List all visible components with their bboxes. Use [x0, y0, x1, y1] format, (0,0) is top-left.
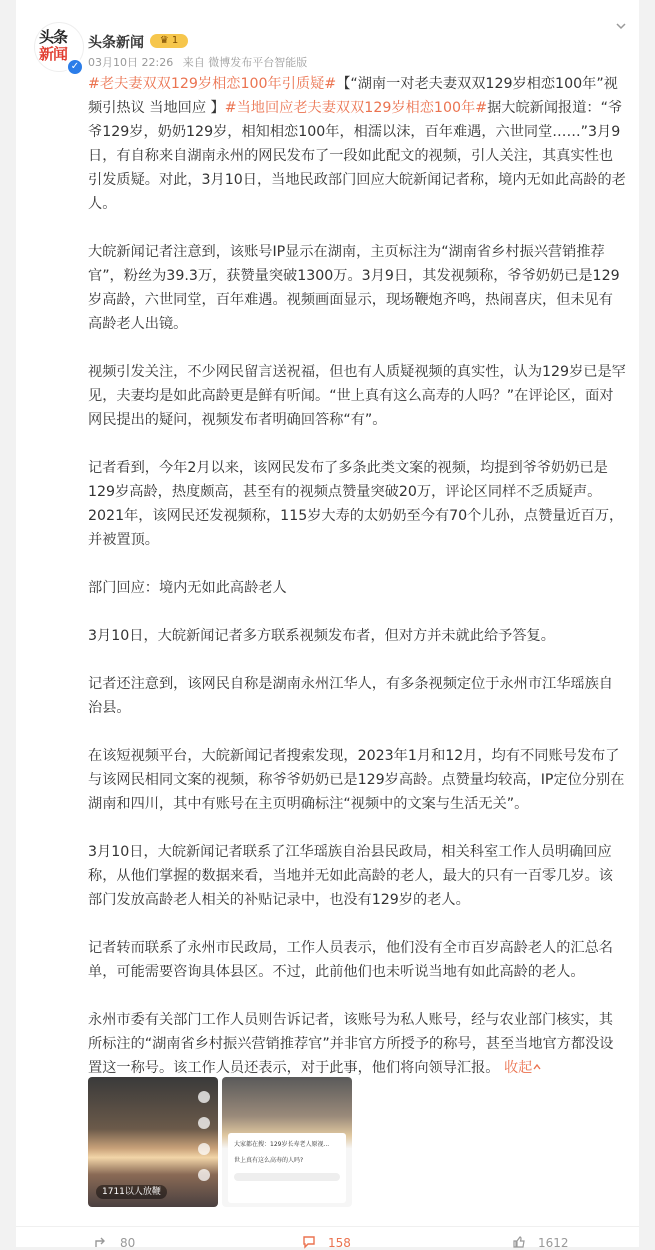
divider — [88, 720, 626, 744]
paragraph — [88, 1008, 626, 1080]
paragraph: 3月10日，大皖新闻记者多方联系视频发布者，但对方并未就此给予答复。 — [88, 628, 555, 644]
like-count: 1612 — [538, 1236, 569, 1250]
paragraph: 视频引发关注，不少网民留言送祝福，但也有人质疑视频的真实性，认为129岁已是罕见，夫妻均是如此高龄更是鲜有听闻。“世上真有这么高寿的人吗？”在评论区，面对网民提出的疑问，视频发布者明确回答称“有”。 — [88, 364, 626, 428]
repost-count: 80 — [120, 1236, 136, 1250]
video-caption: 1711以人放鞭 — [96, 1185, 167, 1199]
like-button[interactable] — [512, 1235, 569, 1250]
divider — [88, 336, 626, 360]
divider — [88, 552, 626, 576]
chevron-up-icon — [532, 1062, 542, 1072]
side-icons — [198, 1091, 212, 1195]
vip-level: 1 — [171, 35, 179, 46]
post-source: 来自 微博发布平台智能版 — [182, 56, 308, 69]
paragraph — [88, 72, 626, 216]
divider — [88, 600, 626, 624]
paragraph: 大皖新闻记者注意到，该账号IP显示在湖南，主页标注为“湖南省乡村振兴营销推荐官”，粉丝为39.3万，获赞量突破1300万。3月9日，其发视频称，爷爷奶奶已是129岁高龄，六世同堂，百年难遇。视频画面显示，现场鞭炮齐鸣，热闹喜庆，但未见有高龄老人出镜。 — [88, 244, 620, 332]
paragraph-text: 【“湖南一对老夫妻双双129岁相恋100年”视频引热议 当地回应 】 — [88, 76, 618, 116]
comment-count: 158 — [328, 1236, 351, 1250]
collapse-link[interactable] — [504, 1060, 542, 1076]
verified-badge-icon: ✓ — [66, 58, 84, 76]
author-name[interactable]: 头条新闻 — [88, 35, 144, 51]
repost-button[interactable] — [94, 1235, 135, 1250]
video-thumbnail[interactable] — [88, 1077, 218, 1207]
vip-badge: ♛ 1 — [150, 34, 188, 48]
post-content — [88, 72, 626, 1080]
avatar-logo-line2: 新闻 — [39, 45, 68, 63]
paragraph: 记者转而联系了永州市民政局，工作人员表示，他们没有全市百岁高龄老人的汇总名单，可能需要咨询具体县区。不过，此前他们也未听说当地有如此高龄的老人。 — [88, 940, 613, 980]
divider — [88, 912, 626, 936]
overlay-input — [234, 1173, 340, 1181]
section-heading: 部门回应：境内无如此高龄老人 — [88, 580, 287, 596]
paragraph: 记者看到，今年2月以来，该网民发布了多条此类文案的视频，均提到爷爷奶奶已是129岁高龄，热度颇高，甚至有的视频点赞量突破20万，评论区同样不乏质疑声。2021年，该网民还发视频称，115岁大寿的太奶奶至今有70个儿孙，点赞量近百万，并被置顶。 — [88, 460, 624, 548]
paragraph: 在该短视频平台，大皖新闻记者搜索发现，2023年1月和12月，均有不同账号发布了与该网民相同文案的视频，称爷爷奶奶已是129岁高龄。点赞量均较高，IP定位分别在湖南和四川，其中有账号在主页明确标注“视频中的文案与生活无关”。 — [88, 748, 625, 812]
paragraph: 记者还注意到，该网民自称是湖南永州江华人，有多条视频定位于永州市江华瑶族自治县。 — [88, 676, 613, 716]
divider — [88, 816, 626, 840]
chevron-down-icon[interactable] — [615, 20, 627, 32]
paragraph-text: 永州市委有关部门工作人员则告诉记者，该账号为私人账号，经与农业部门核实，其所标注的“湖南省乡村振兴营销推荐官”并非官方所授予的称号，甚至当地官方都没设置这一称号。该工作人员还表示，对于此事，他们将向领导汇报。 — [88, 1012, 614, 1076]
action-bar — [16, 1226, 639, 1248]
divider — [88, 216, 626, 240]
collapse-label: 收起 — [503, 1060, 533, 1076]
paragraph-text: 据大皖新闻报道：“爷爷129岁，奶奶129岁，相知相恋100年，相濡以沫，百年难遇，六世同堂……”3月9日，有自称来自湖南永州的网民发布了一段如此配文的视频，引人关注，其真实性也引发质疑。对此，3月10日，当地民政部门回应大皖新闻记者称，境内无如此高龄的老人。 — [88, 100, 626, 212]
weibo-post-card — [16, 0, 639, 1250]
overlay-comment-text: 世上真有这么高寿的人吗? — [234, 1157, 304, 1164]
hashtag-link[interactable]: #当地回应老夫妻双双129岁相恋100年# — [224, 100, 488, 116]
video-thumbnail[interactable] — [222, 1077, 352, 1207]
post-time[interactable]: 03月10日 22:26 — [88, 56, 174, 69]
paragraph: 3月10日，大皖新闻记者联系了江华瑶族自治县民政局，相关科室工作人员明确回应称，从他们掌握的数据来看，当地并无如此高龄的老人，最大的只有一百零几岁。该部门发放高龄老人相关的补贴记录中，也没有129岁的老人。 — [88, 844, 613, 908]
divider — [88, 984, 626, 1008]
hashtag-link[interactable]: #老夫妻双双129岁相恋100年引质疑# — [88, 76, 337, 92]
divider — [88, 432, 626, 456]
avatar-logo-line1: 头条 — [39, 28, 68, 46]
divider — [88, 648, 626, 672]
comment-overlay — [228, 1133, 346, 1203]
post-meta — [88, 54, 313, 70]
comment-button[interactable] — [302, 1235, 351, 1250]
overlay-search-text: 大家都在搜：129岁长寿老人原视... — [234, 1141, 330, 1148]
